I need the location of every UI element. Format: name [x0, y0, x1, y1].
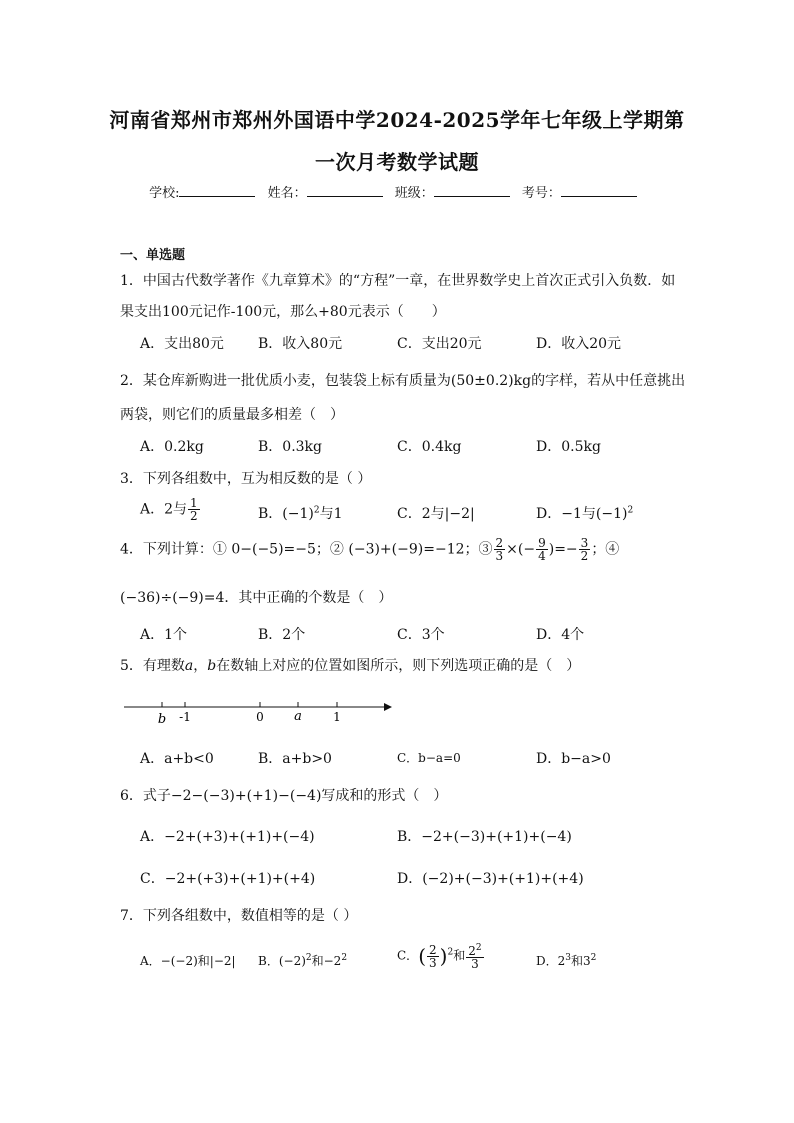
label-a: a [294, 709, 302, 724]
label-0: 0 [256, 710, 264, 724]
q6-stem: 6．式子−2−(−3)+(+1)−(−4)写成和的形式（ ） [120, 788, 448, 804]
q6-option-b[interactable]: B．−2+(−3)+(+1)+(−4) [397, 829, 572, 845]
q5-option-d[interactable]: D．b−a>0 [536, 751, 611, 767]
q1-option-d[interactable]: D．收入20元 [536, 336, 622, 352]
class-label: 班级： [394, 186, 434, 201]
q6-option-d[interactable]: D．(−2)+(−3)+(+1)+(+4) [397, 871, 584, 887]
q3-a-label: A． [140, 501, 165, 518]
section-heading: 一、单选题 [120, 248, 186, 263]
q3-option-c[interactable]: C．2与|−2| [397, 506, 475, 522]
q6-option-a[interactable]: A．−2+(+3)+(+1)+(−4) [140, 829, 315, 845]
page-title-line2: 一次月考数学试题 [315, 150, 479, 174]
q2-option-a[interactable]: A．0.2kg [140, 439, 204, 455]
exam-no-label: 考号： [521, 186, 561, 201]
q7-stem: 7．下列各组数中，数值相等的是（ ） [120, 908, 358, 924]
q7-option-a[interactable]: A．−(−2)和|−2| [140, 954, 236, 968]
q7-option-b[interactable]: B．$(-2)^2$和$-2^2$ [258, 953, 348, 968]
q4-option-d[interactable]: D．4个 [536, 627, 585, 643]
q2-math: (50±0.2)kg [450, 373, 532, 389]
q4-option-a[interactable]: A．1个 [140, 627, 188, 643]
q1-stem-line2: 果支出100元记作-100元，那么+80元表示（ ） [120, 304, 446, 320]
q3-stem: 3．下列各组数中，互为相反数的是（ ） [120, 471, 372, 487]
q2-stem-text-a: 2．某仓库新购进一批优质小麦，包装袋上标有质量为 [120, 373, 451, 389]
label-neg1: -1 [179, 710, 191, 724]
q7-option-c[interactable]: C．( $\frac{2}{3}$ )$^2$和 $\frac{2^2}{3}$ [397, 942, 482, 971]
q3-a-text: 2与 [164, 501, 188, 518]
q1-option-c[interactable]: C．支出20元 [397, 336, 482, 352]
q2-stem-line2: 两袋，则它们的质量最多相差（ ） [120, 407, 344, 423]
name-field[interactable] [307, 184, 383, 197]
q2-option-c[interactable]: C．0.4kg [397, 439, 462, 455]
q5-option-b[interactable]: B．a+b>0 [258, 751, 332, 767]
page-title-line1: 河南省郑州市郑州外国语中学2024-2025学年七年级上学期第 [109, 108, 685, 132]
q2-option-b[interactable]: B．0.3kg [258, 439, 322, 455]
q4-stem-line1: 4．下列计算：① 0−(−5)=−5；② (−3)+(−9)=−12；③ $\frac{2}{3}$ ×(− $\frac{9}{4}$ )=− $\frac{3}{2}$ ；④ [120, 536, 620, 563]
school-field[interactable] [179, 184, 255, 197]
school-label: 学校: [149, 186, 180, 201]
q4-option-c[interactable]: C．3个 [397, 627, 445, 643]
name-label: 姓名： [267, 186, 307, 201]
q7-option-d[interactable]: D．$2^3$和$3^2$ [536, 953, 597, 968]
q5-stem: 5．有理数a，b在数轴上对应的位置如图所示，则下列选项正确的是（ ） [120, 658, 581, 674]
number-line-arrow [384, 703, 392, 711]
q6-option-c[interactable]: C．−2+(+3)+(+1)+(+4) [140, 871, 316, 887]
q2-stem-line1 [120, 370, 685, 390]
label-1: 1 [333, 710, 341, 724]
student-info-row [0, 182, 794, 201]
q3-a-fraction: $\frac{1}{2}$ [190, 496, 198, 523]
q3-option-a[interactable] [140, 497, 201, 522]
label-b: b [157, 712, 167, 727]
q1-option-b[interactable]: B．收入80元 [258, 336, 343, 352]
q2-option-d[interactable]: D．0.5kg [536, 439, 601, 455]
q3-option-d[interactable]: D．−1与$(-1)^2$ [536, 505, 634, 522]
q5-option-a[interactable]: A．a+b<0 [140, 751, 214, 767]
q1-option-a[interactable]: A．支出80元 [140, 336, 224, 352]
number-line-diagram [118, 695, 398, 731]
q4-stem-line2: (−36)÷(−9)=4．其中正确的个数是（ ） [120, 590, 393, 606]
q3-option-b[interactable]: B．$(-1)^2$与1 [258, 505, 343, 522]
q2-stem-text-b: 的字样，若从中任意挑出 [531, 373, 686, 389]
exam-no-field[interactable] [561, 184, 637, 197]
class-field[interactable] [434, 184, 510, 197]
q5-option-c[interactable]: C．b−a=0 [397, 751, 461, 765]
q1-stem-line1: 1．中国古代数学著作《九章算术》的“方程”一章，在世界数学史上首次正式引入负数．如 [120, 273, 676, 289]
q4-option-b[interactable]: B．2个 [258, 627, 306, 643]
